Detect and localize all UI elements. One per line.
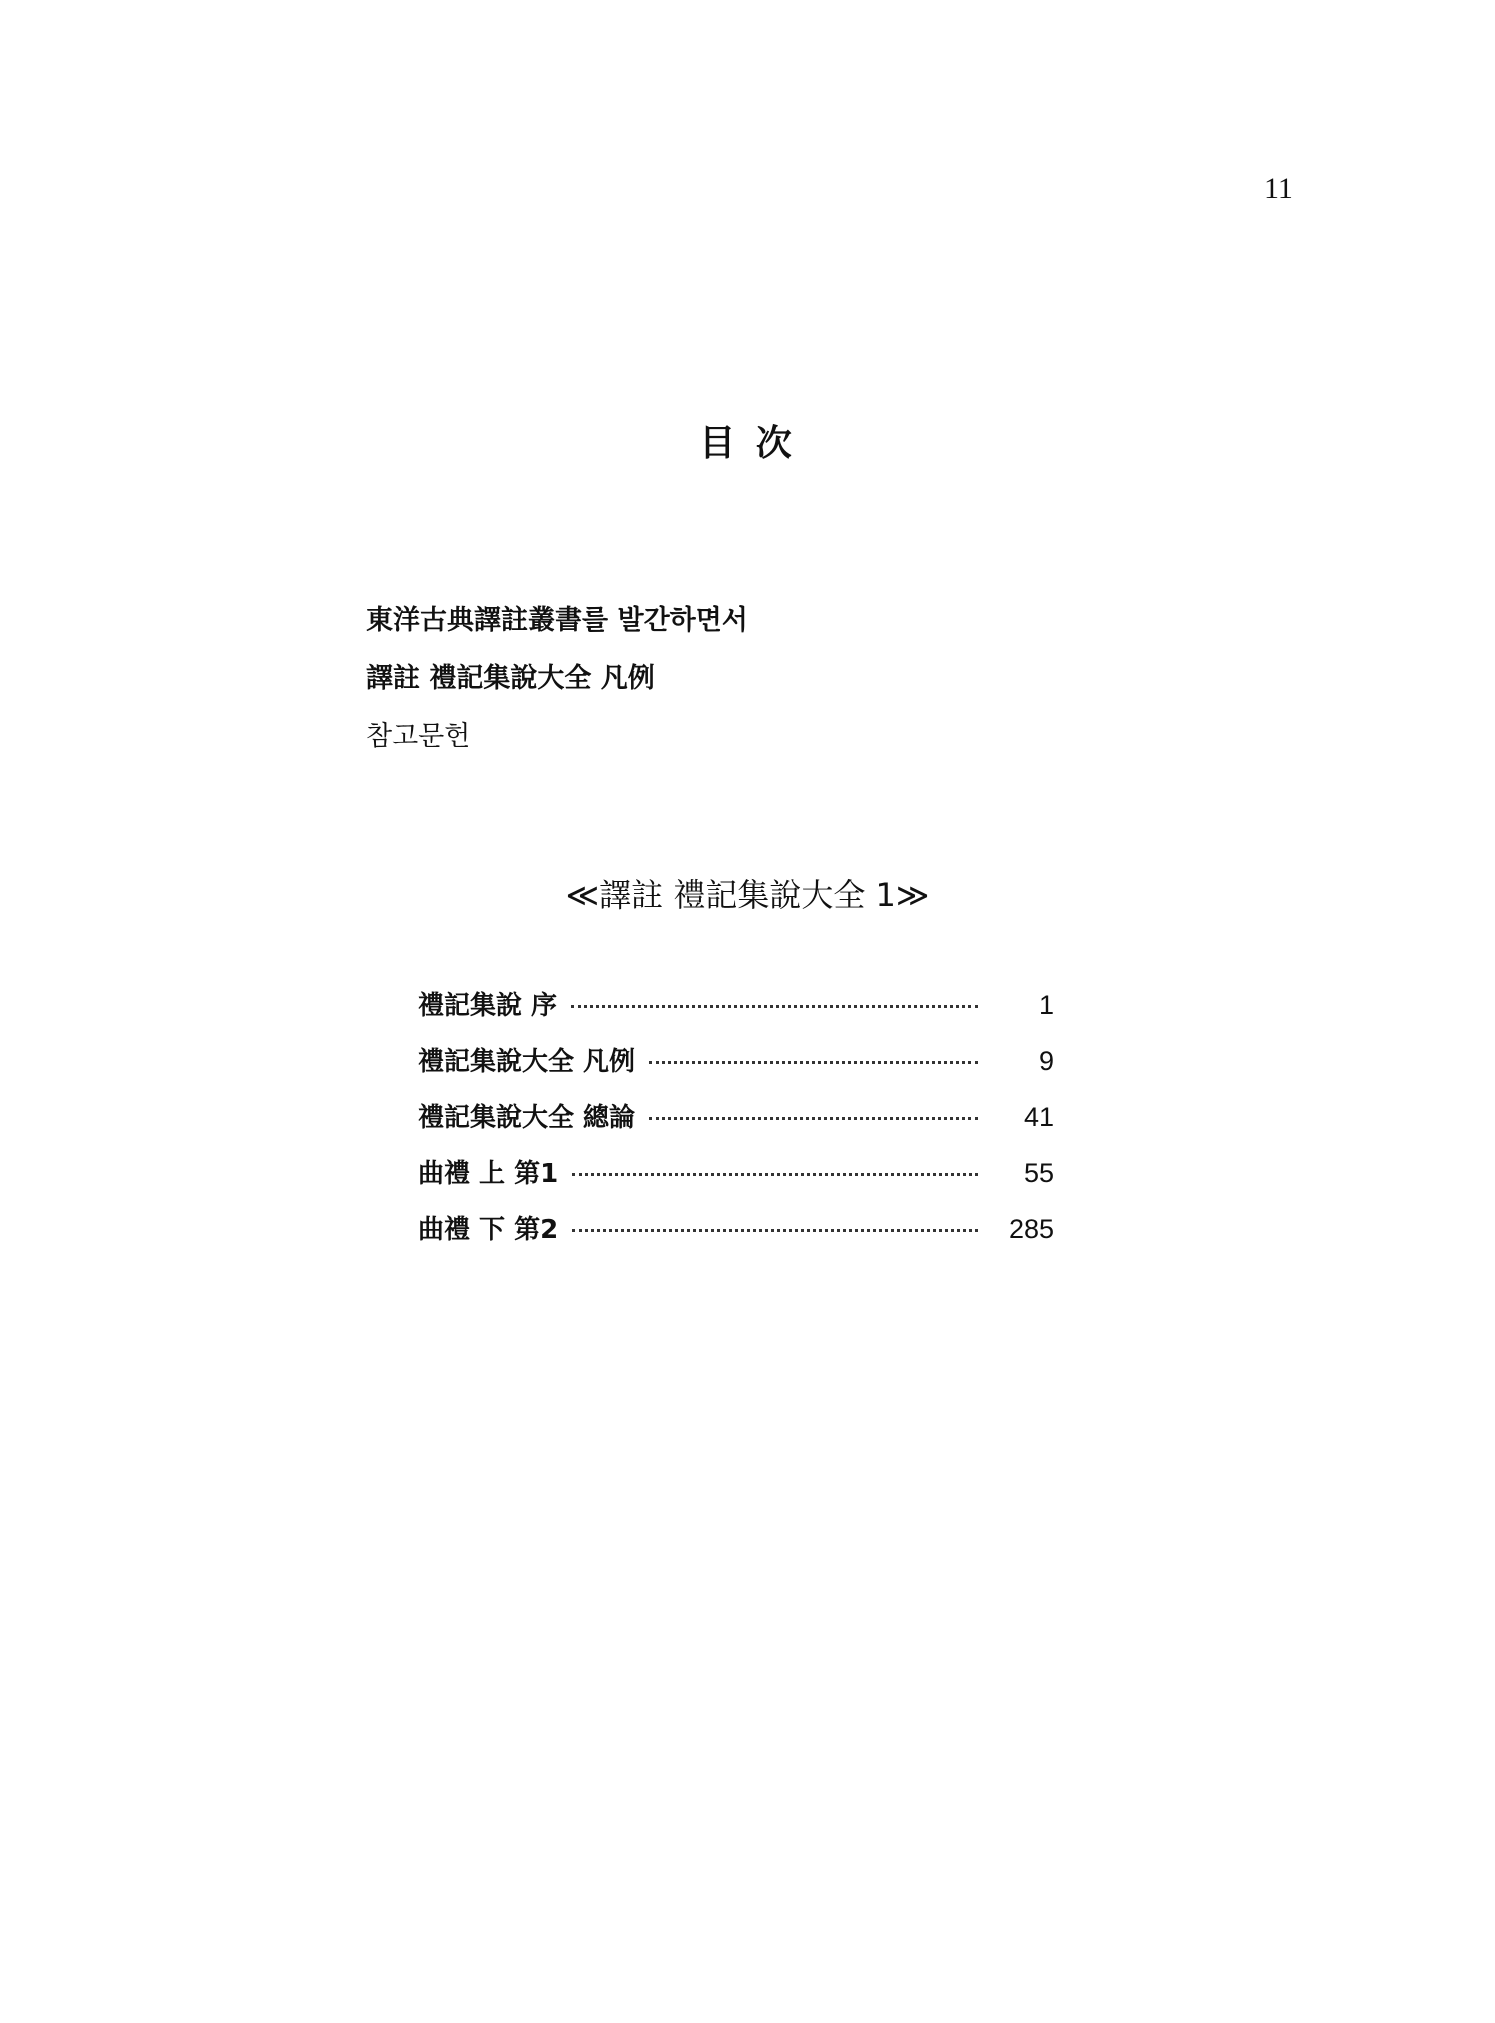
- toc-entry-page: 9: [1038, 1046, 1054, 1076]
- volume-heading: ≪譯註 禮記集說大全 1≫: [565, 876, 930, 914]
- toc-entry-label: 禮記集說大全 總論: [418, 1103, 636, 1133]
- toc-list: [418, 985, 1054, 1265]
- toc-entry-page: 41: [1023, 1102, 1054, 1132]
- front-matter-item-publication-preface: 東洋古典譯註叢書를 발간하면서: [366, 605, 748, 636]
- toc-entry: [418, 1153, 1054, 1209]
- toc-entry-page: 55: [1023, 1158, 1054, 1188]
- toc-entry-page: 285: [1008, 1214, 1054, 1244]
- toc-entry: [418, 1209, 1054, 1265]
- front-matter-item-references: 참고문헌: [366, 721, 471, 752]
- page-number: 11: [1264, 172, 1293, 205]
- toc-entry: [418, 985, 1054, 1041]
- dot-leader: [572, 1229, 978, 1232]
- dot-leader: [572, 1173, 978, 1176]
- front-matter-item-explanatory-notes: 譯註 禮記集說大全 凡例: [366, 663, 655, 694]
- dot-leader: [649, 1117, 978, 1120]
- dot-leader: [571, 1005, 978, 1008]
- toc-entry-label: 曲禮 上 第1: [418, 1159, 559, 1189]
- toc-entry-label: 禮記集說 序: [418, 991, 558, 1021]
- front-matter-list: [366, 592, 748, 766]
- toc-entry-page: 1: [1038, 990, 1054, 1020]
- toc-entry-label: 禮記集說大全 凡例: [418, 1047, 636, 1077]
- toc-entry: [418, 1041, 1054, 1097]
- toc-title: 目 次: [699, 423, 796, 464]
- toc-entry-label: 曲禮 下 第2: [418, 1215, 559, 1245]
- dot-leader: [649, 1061, 978, 1064]
- toc-entry: [418, 1097, 1054, 1153]
